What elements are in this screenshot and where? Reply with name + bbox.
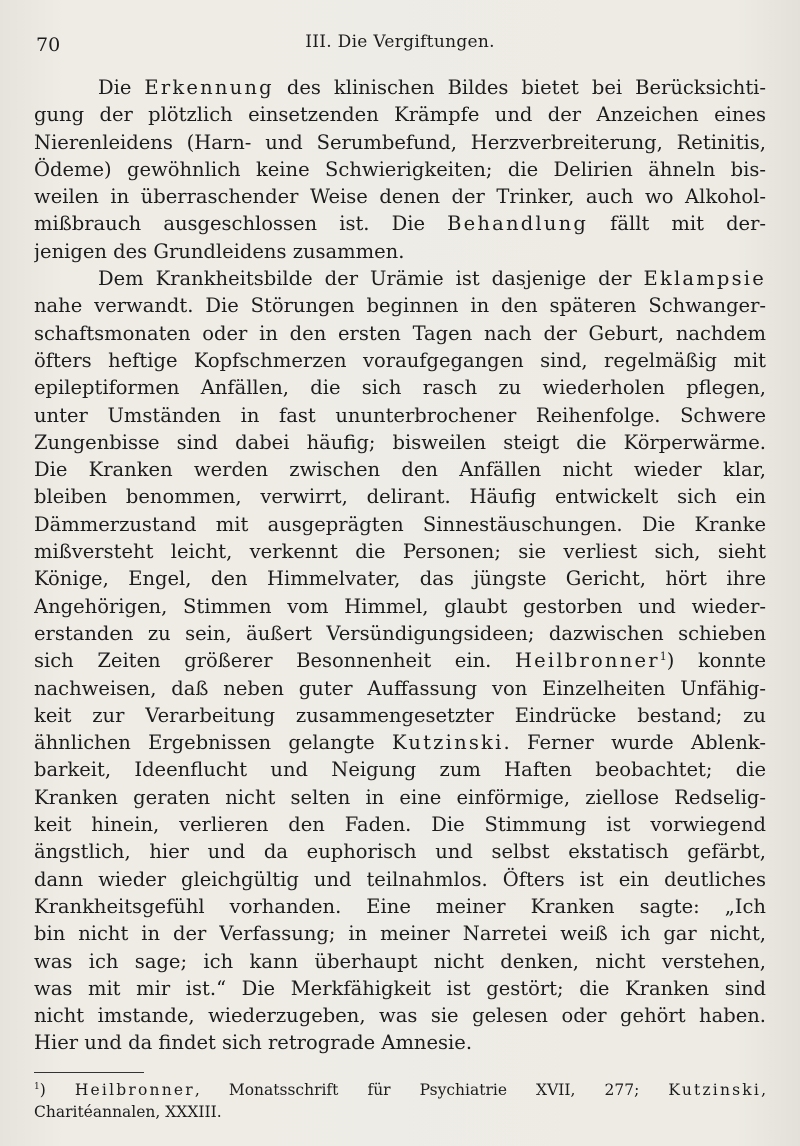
text-run: Dämmerzustand mit ausgeprägten Sinnestäuschungen. Die Kranke xyxy=(34,512,766,536)
text-run: Erkennung xyxy=(144,76,274,99)
text-run: ängstlich, hier und da euphorisch und selbst ekstatisch gefärbt, xyxy=(34,840,766,864)
text-run: weilen in überraschender Weise denen der Trinker, auch wo Alkohol- xyxy=(34,185,766,209)
text-run: ähnlichen Ergebnissen gelangte xyxy=(34,731,393,755)
text-run: Kutzinski xyxy=(668,1081,762,1099)
text-run: sich Zeiten größerer Besonnenheit ein. xyxy=(34,649,515,673)
text-run: fällt mit der- xyxy=(588,212,766,236)
text-run: gung der plötzlich einsetzenden Krämpfe und der Anzeichen eines xyxy=(34,103,766,127)
text-run: nachweisen, daß neben guter Auffassung von Einzelheiten Unfähig- xyxy=(34,676,766,700)
text-run: barkeit, Ideenflucht und Neigung zum Haften beobachtet; die xyxy=(34,758,766,782)
text-run: Charitéannalen, XXXIII. xyxy=(34,1103,222,1121)
text-run: , xyxy=(761,1081,766,1099)
paragraph2-line xyxy=(34,675,766,702)
paragraph2-line xyxy=(34,975,766,1002)
paragraph2-line xyxy=(34,811,766,838)
footnote-marker: 1 xyxy=(34,1082,40,1092)
text-run: Angehörigen, Stimmen vom Himmel, glaubt gestorben und wieder- xyxy=(34,594,766,618)
text-run: bin nicht in der Verfassung; in meiner Narretei weiß ich gar nicht, xyxy=(34,922,766,946)
text-run: was ich sage; ich kann überhaupt nicht denken, nicht verstehen, xyxy=(34,949,766,973)
paragraph1-line xyxy=(34,210,766,237)
text-run: erstanden zu sein, äußert Versündigungsideen; dazwischen schieben xyxy=(34,621,766,645)
text-run: bleiben benommen, verwirrt, delirant. Häufig entwickelt sich ein xyxy=(34,485,766,509)
text-run: Kutzinski xyxy=(392,731,504,755)
footnote-rule xyxy=(34,1072,144,1073)
paragraph2-line xyxy=(34,866,766,893)
text-run: ) konnte xyxy=(666,649,766,673)
text-run: Heilbronner xyxy=(74,1081,195,1099)
text-run: Die xyxy=(98,76,145,99)
paragraph2-line xyxy=(34,456,766,483)
text-run: dann wieder gleichgültig und teilnahmlos. Öfters ist ein deutliches xyxy=(34,867,766,891)
text-run: keit zur Verarbeitung zusammengesetzter Eindrücke bestand; zu xyxy=(34,703,766,727)
paragraph1-line xyxy=(34,156,766,183)
paragraph2-line xyxy=(34,838,766,865)
paragraph2-line xyxy=(34,565,766,592)
paragraph1-line xyxy=(34,183,766,210)
text-run: ) xyxy=(39,1081,75,1099)
text-run: Zungenbisse sind dabei häufig; bisweilen steigt die Körperwärme. xyxy=(34,430,766,454)
paragraph2-line xyxy=(34,374,766,401)
paragraph2-line xyxy=(34,620,766,647)
text-run: was mit mir ist.“ Die Merkfähigkeit ist gestört; die Kranken sind xyxy=(34,976,766,1000)
paragraph1-line xyxy=(34,101,766,128)
paragraph2-line xyxy=(34,893,766,920)
paragraph2-line xyxy=(34,784,766,811)
text-run: Die Kranken werden zwischen den Anfällen nicht wieder klar, xyxy=(34,458,766,482)
paragraph1-line xyxy=(34,74,766,101)
text-run: Behandlung xyxy=(447,212,589,236)
text-run: mißversteht leicht, verkennt die Personen; sie verliest sich, sieht xyxy=(34,540,766,564)
paragraph2-line xyxy=(34,756,766,783)
text-run: . Ferner wurde Ablenk- xyxy=(503,731,766,755)
paragraph2-line xyxy=(34,265,766,292)
text-run: Hier und da findet sich retrograde Amnesie. xyxy=(34,1031,473,1055)
paragraph2-line xyxy=(34,593,766,620)
body-text xyxy=(34,74,766,1057)
paragraph2-line xyxy=(34,1029,766,1056)
paragraph1-line xyxy=(34,238,766,265)
paragraph2-line xyxy=(34,647,766,674)
text-run: Eklampsie xyxy=(643,267,766,291)
text-run: Ödeme) gewöhnlich keine Schwierigkeiten; die Delirien ähneln bis- xyxy=(34,157,766,181)
paragraph-erkennung xyxy=(34,74,766,265)
text-run: mißbrauch ausgeschlossen ist. Die xyxy=(34,212,448,236)
footnote-marker: 1 xyxy=(659,650,667,664)
running-head: III. Die Vergiftungen. xyxy=(305,32,495,52)
text-run: Heilbronner xyxy=(514,649,660,673)
text-run: Dem Krankheitsbilde der Urämie ist dasjenige der xyxy=(98,267,644,291)
text-run: Nierenleidens (Harn- und Serumbefund, Herzverbreiterung, Retinitis, xyxy=(34,130,766,154)
text-run: Krankheitsgefühl vorhanden. Eine meiner Kranken sagte: „Ich xyxy=(34,894,766,918)
paragraph2-line xyxy=(34,429,766,456)
paragraph1-line xyxy=(34,129,766,156)
footnote xyxy=(34,1079,766,1123)
text-run: , Monatsschrift für Psychiatrie XVII, 277; xyxy=(194,1081,669,1099)
text-run: öfters heftige Kopfschmerzen voraufgegangen sind, regelmäßig mit xyxy=(34,348,766,372)
text-run: Könige, Engel, den Himmelvater, das jüngste Gericht, hört ihre xyxy=(34,567,766,591)
paragraph2-line xyxy=(34,292,766,319)
paragraph2-line xyxy=(34,320,766,347)
page-number: 70 xyxy=(36,34,61,56)
text-run: des klinischen Bildes bietet bei Berücksichti- xyxy=(273,76,766,99)
paragraph2-line xyxy=(34,948,766,975)
text-run: unter Umständen in fast ununterbrochener Reihenfolge. Schwere xyxy=(34,403,766,427)
paragraph-eklampsie xyxy=(34,265,766,1057)
text-run: nicht imstande, wiederzugeben, was sie gelesen oder gehört haben. xyxy=(34,1004,766,1028)
text-run: keit hinein, verlieren den Faden. Die Stimmung ist vorwiegend xyxy=(34,813,766,837)
text-run: nahe verwandt. Die Störungen beginnen in den späteren Schwanger- xyxy=(34,294,766,318)
text-run: epileptiformen Anfällen, die sich rasch zu wiederholen pflegen, xyxy=(34,376,766,400)
text-run: Kranken geraten nicht selten in eine einförmige, ziellose Redselig- xyxy=(34,785,766,809)
paragraph2-line xyxy=(34,729,766,756)
paragraph2-line xyxy=(34,483,766,510)
footnote-line xyxy=(34,1101,766,1123)
paragraph2-line xyxy=(34,347,766,374)
page-header xyxy=(34,32,766,56)
text-run: jenigen des Grundleidens zusammen. xyxy=(34,239,405,263)
paragraph2-line xyxy=(34,511,766,538)
text-run: schaftsmonaten oder in den ersten Tagen nach der Geburt, nachdem xyxy=(34,321,766,345)
paragraph2-line xyxy=(34,538,766,565)
footnote-line xyxy=(34,1079,766,1101)
paragraph2-line xyxy=(34,702,766,729)
paragraph2-line xyxy=(34,402,766,429)
paragraph2-line xyxy=(34,1002,766,1029)
paragraph2-line xyxy=(34,920,766,947)
